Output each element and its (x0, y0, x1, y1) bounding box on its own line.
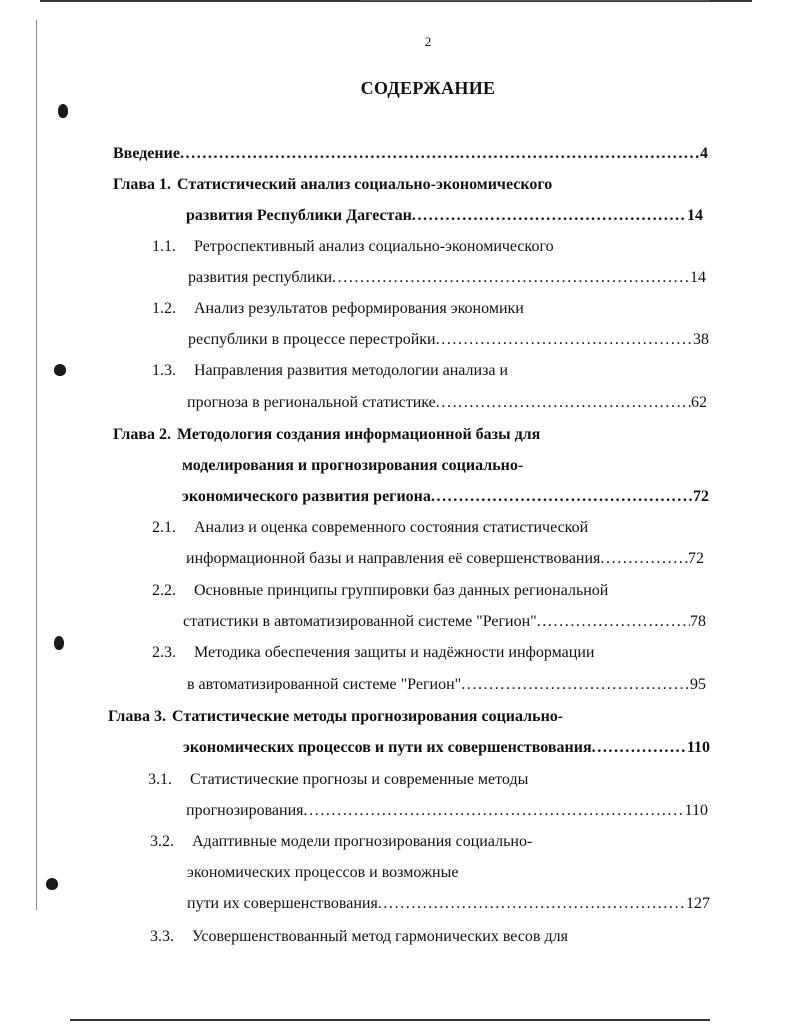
binding-hole-mark (46, 878, 58, 890)
toc-entry-title: развития республики (188, 269, 333, 286)
toc-entry-title: экономического развития региона (182, 488, 431, 505)
toc-dot-leader (436, 391, 691, 415)
toc-entry-number: 3.1. (148, 771, 172, 788)
toc-entry-number: 2.3. (152, 644, 176, 661)
toc-entry-number: 2.2. (152, 582, 176, 599)
toc-entry (182, 485, 709, 509)
toc-entry (183, 610, 706, 634)
toc-entry-title: республики в процессе перестройки (188, 331, 436, 348)
toc-entry (187, 673, 706, 697)
toc-entry (188, 328, 709, 352)
toc-entry-title: экономических процессов и возможные (187, 864, 459, 881)
toc-entry-page: 110 (684, 802, 708, 819)
toc-entry-title: экономических процессов и пути их совершенствования (183, 739, 592, 756)
toc-dot-leader (461, 673, 690, 697)
toc-dot-leader (436, 328, 693, 352)
toc-entry-title: Статистический анализ социально-экономического (177, 176, 553, 193)
toc-dot-leader (304, 799, 685, 823)
toc-entry-page: 14 (687, 207, 703, 224)
toc-dot-leader (537, 610, 690, 634)
toc-entry-page: 127 (686, 895, 710, 912)
binding-hole-mark (54, 364, 66, 376)
toc-entry-page: 14 (690, 269, 706, 286)
toc-entry-title: Статистические прогнозы и современные методы (190, 771, 529, 788)
toc-entry-page: 62 (691, 394, 707, 411)
toc-entry-title: развития Республики Дагестан (186, 207, 412, 224)
toc-entry (183, 736, 710, 760)
toc-entry-page: 72 (693, 488, 709, 505)
toc-entry-page: 110 (686, 739, 710, 756)
toc-entry-page: 95 (690, 676, 706, 693)
toc-entry-title: Ретроспективный анализ социально-экономического (194, 238, 554, 255)
toc-entry-number: Глава 2. (113, 426, 171, 443)
toc-entry (152, 235, 708, 259)
toc-entry-title: Статистические методы прогнозирования социально- (172, 708, 564, 725)
toc-entry-title: Введение (113, 145, 180, 162)
toc-entry-title: Адаптивные модели прогнозирования социально- (192, 833, 533, 850)
toc-entry-title: прогнозирования (186, 802, 304, 819)
toc-dot-leader (592, 736, 687, 760)
toc-entry (152, 516, 708, 540)
toc-entry (150, 925, 708, 949)
toc-entry (150, 830, 708, 854)
page-number: 2 (424, 34, 432, 49)
scan-edge-bottom (70, 1019, 710, 1021)
binding-hole-mark (58, 104, 68, 118)
toc-entry-number: 1.3. (152, 362, 176, 379)
toc-entry-title: Анализ и оценка современного состояния статистической (194, 519, 589, 536)
toc-entry (152, 641, 708, 665)
page-title: СОДЕРЖАНИЕ (360, 78, 496, 98)
toc-entry-number: 1.1. (152, 238, 176, 255)
toc-entry-title: Основные принципы группировки баз данных региональной (194, 582, 609, 599)
toc-entry (182, 454, 708, 478)
toc-entry-title: в автоматизированной системе "Регион" (187, 676, 462, 693)
toc-entry-title: прогноза в региональной статистике (187, 394, 436, 411)
toc-entry-title: Методология создания информационной базы для (177, 426, 541, 443)
toc-dot-leader (600, 547, 688, 571)
toc-entry (108, 705, 708, 729)
toc-entry (187, 861, 708, 885)
scan-edge-left (36, 20, 37, 910)
toc-entry (186, 204, 703, 228)
toc-entry-number: 3.3. (150, 928, 174, 945)
toc-entry (187, 892, 710, 916)
binding-hole-mark (54, 636, 64, 650)
toc-entry-page: 38 (693, 331, 709, 348)
toc-entry-number: 2.1. (152, 519, 176, 536)
toc-entry-number: Глава 3. (108, 708, 166, 725)
toc-entry (148, 768, 708, 792)
toc-entry-title: статистики в автоматизированной системе "Регион" (183, 613, 537, 630)
toc-entry (152, 359, 708, 383)
toc-entry-title: пути их совершенствования (187, 895, 378, 912)
toc-entry-title: Направления развития методологии анализа и (194, 362, 509, 379)
toc-entry-number: 1.2. (152, 300, 176, 317)
toc-entry (152, 579, 708, 603)
toc-entry (152, 297, 708, 321)
toc-dot-leader (378, 892, 686, 916)
toc-entry-title: Анализ результатов реформирования экономики (194, 300, 524, 317)
toc-entry (186, 547, 704, 571)
toc-entry (113, 423, 708, 447)
toc-entry (187, 391, 707, 415)
toc-entry-title: Усовершенствованный метод гармонических весов для (192, 928, 568, 945)
toc-dot-leader (180, 142, 700, 166)
toc-entry-page: 78 (690, 613, 706, 630)
toc-dot-leader (431, 485, 693, 509)
toc-entry-number: Глава 1. (113, 176, 171, 193)
toc-dot-leader (412, 204, 687, 228)
toc-entry-title: моделирования и прогнозирования социально- (182, 457, 524, 474)
toc-entry (113, 142, 708, 166)
toc-entry (113, 173, 708, 197)
toc-entry-title: информационной базы и направления её совершенствования (186, 550, 601, 567)
toc-entry-page: 4 (700, 145, 708, 162)
toc-entry (186, 799, 708, 823)
scan-edge-top-secondary (360, 0, 710, 1)
toc-entry-title: Методика обеспечения защиты и надёжности информации (194, 644, 595, 661)
toc-entry-page: 72 (688, 550, 704, 567)
toc-entry (188, 266, 706, 290)
toc-dot-leader (332, 266, 690, 290)
toc-entry-number: 3.2. (150, 833, 174, 850)
